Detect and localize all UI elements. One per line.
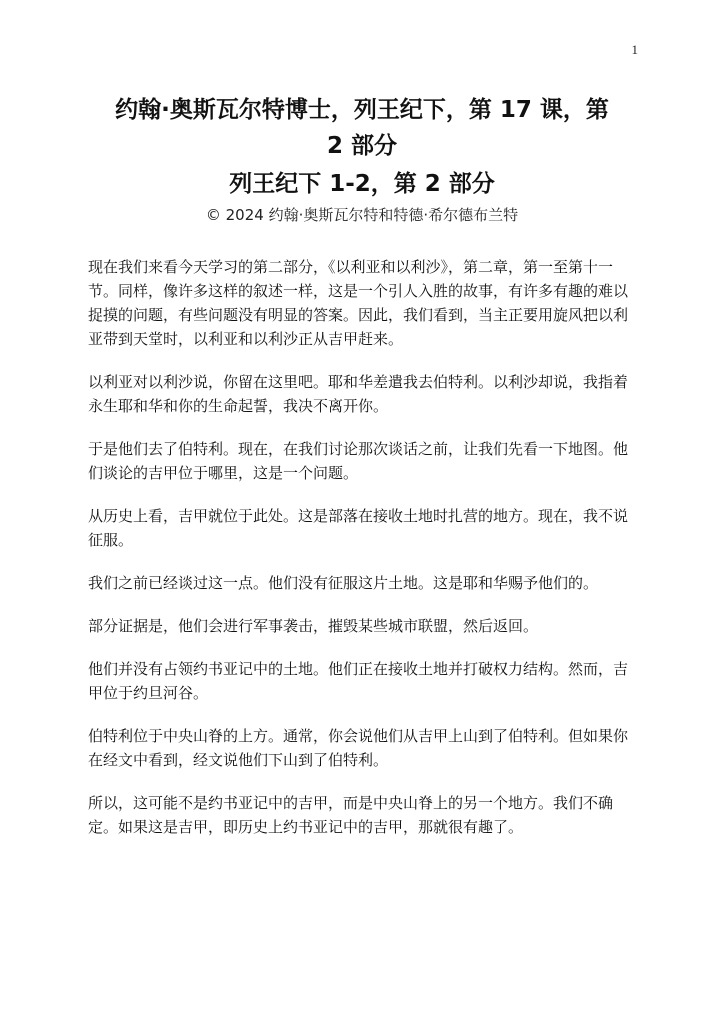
body-text (88, 255, 636, 858)
copyright-line: © 2024 约翰·奥斯瓦尔特和特德·希尔德布兰特 (205, 206, 519, 224)
document-subtitle: 列王纪下 1-2，第 2 部分 (229, 171, 495, 197)
paragraph-7: 他们并没有占领约书亚记中的土地。他们正在接收土地并打破权力结构。然而，吉甲位于约旦河谷。 (88, 660, 629, 702)
paragraph-5: 我们之前已经谈过这一点。他们没有征服这片土地。这是耶和华赐予他们的。 (88, 574, 599, 592)
document-title-line-2: 2 部分 (326, 133, 397, 159)
paragraph-8: 伯特利位于中央山脊的上方。通常，你会说他们从吉甲上山到了伯特利。但如果你在经文中看到，经文说他们下山到了伯特利。 (88, 727, 629, 769)
page-number: 1 (631, 42, 638, 57)
document-title-line-1: 约翰·奥斯瓦尔特博士，列王纪下，第 17 课，第 (115, 97, 609, 123)
paragraph-1: 现在我们来看今天学习的第二部分，《以利亚和以利沙》，第二章，第一至第十一节。同样，像许多这样的叙述一样，这是一个引人入胜的故事，有许多有趣的难以捉摸的问题，有些问题没有明显的答案。因此，我们看到，当主正要用旋风把以利亚带到天堂时，以利亚和以利沙正从吉甲赶来。 (88, 258, 629, 348)
paragraph-4: 从历史上看，吉甲就位于此处。这是部落在接收土地时扎营的地方。现在，我不说征服。 (88, 507, 629, 549)
paragraph-3: 于是他们去了伯特利。现在，在我们讨论那次谈话之前，让我们先看一下地图。他们谈论的吉甲位于哪里，这是一个问题。 (88, 440, 629, 482)
paragraph-2: 以利亚对以利沙说，你留在这里吧。耶和华差遣我去伯特利。以利沙却说，我指着永生耶和华和你的生命起誓，我决不离开你。 (88, 373, 629, 415)
paragraph-9: 所以，这可能不是约书亚记中的吉甲，而是中央山脊上的另一个地方。我们不确定。如果这是吉甲，即历史上约书亚记中的吉甲，那就很有趣了。 (88, 794, 614, 836)
paragraph-6: 部分证据是，他们会进行军事袭击，摧毁某些城市联盟，然后返回。 (88, 617, 539, 635)
title-block (80, 92, 644, 226)
